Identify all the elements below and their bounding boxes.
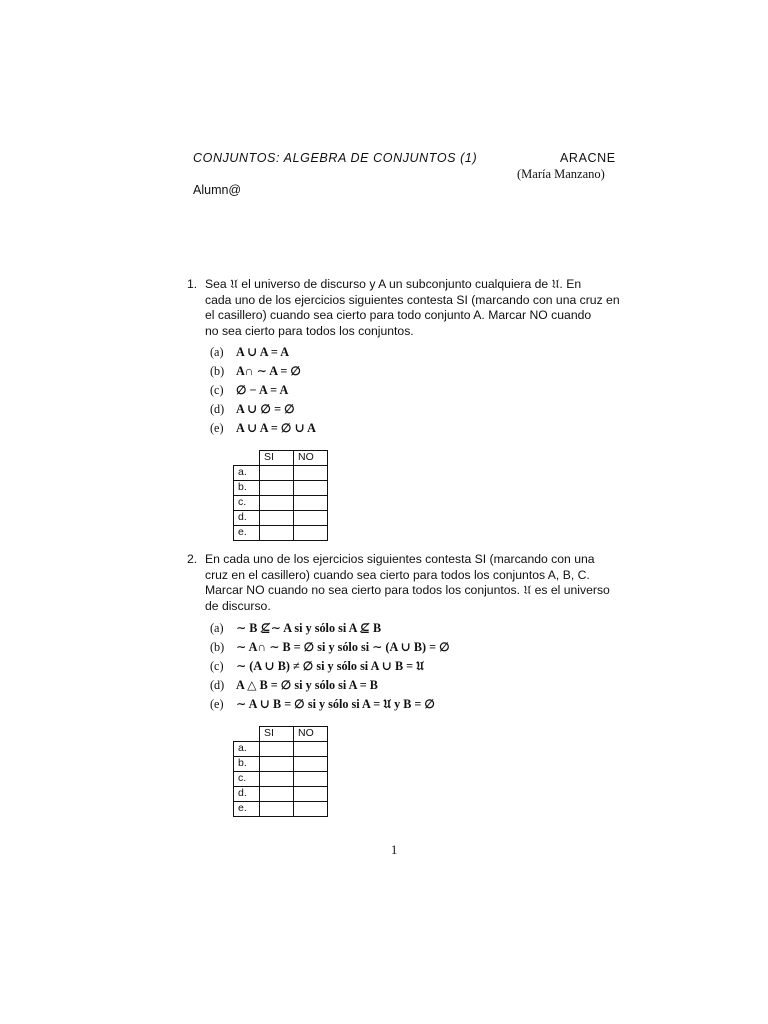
q2-item-a: (a) ∼ B ⊈∼ A si y sólo si A ⊈ B	[210, 621, 382, 635]
q1-line: no sea cierto para todos los conjuntos.	[205, 323, 414, 338]
q1-answer-table	[233, 450, 328, 541]
row-label: c.	[234, 772, 260, 787]
no-checkbox-cell[interactable]	[294, 511, 328, 526]
si-checkbox-cell[interactable]	[260, 466, 294, 481]
author: (María Manzano)	[517, 167, 605, 181]
q2-line: En cada uno de los ejercicios siguientes contesta SI (marcando con una	[205, 552, 595, 566]
row-label: b.	[234, 481, 260, 496]
si-checkbox-cell[interactable]	[260, 742, 294, 757]
q2-line: Marcar NO cuando no sea cierto para todos los conjuntos. 𝔘 es el universo	[205, 583, 610, 597]
si-checkbox-cell[interactable]	[260, 787, 294, 802]
si-checkbox-cell[interactable]	[260, 802, 294, 817]
header-si: SI	[260, 727, 294, 742]
no-checkbox-cell[interactable]	[294, 757, 328, 772]
student-label: Alumn@	[193, 183, 242, 197]
q2-answer-table	[233, 726, 328, 817]
row-label: a.	[234, 466, 260, 481]
row-label: e.	[234, 802, 260, 817]
header-no: NO	[294, 727, 328, 742]
no-checkbox-cell[interactable]	[294, 742, 328, 757]
si-checkbox-cell[interactable]	[260, 496, 294, 511]
q2-item-d: (d) A △ B = ∅ si y sólo si A = B	[210, 678, 378, 692]
q1-line: cada uno de los ejercicios siguientes contesta SI (marcando con una cruz en	[205, 292, 620, 307]
q2-line: cruz en el casillero) cuando sea cierto para todos los conjuntos A, B, C.	[205, 567, 590, 582]
si-checkbox-cell[interactable]	[260, 511, 294, 526]
no-checkbox-cell[interactable]	[294, 526, 328, 541]
si-checkbox-cell[interactable]	[260, 481, 294, 496]
q1-item-b: (b) A∩ ∼ A = ∅	[210, 364, 301, 378]
publisher: ARACNE	[560, 151, 616, 165]
si-checkbox-cell[interactable]	[260, 757, 294, 772]
q2-item-e: (e) ∼ A ∪ B = ∅ si y sólo si A = 𝔘 y B = ∅	[210, 697, 436, 711]
no-checkbox-cell[interactable]	[294, 496, 328, 511]
table-row	[234, 772, 328, 787]
table-header-row	[234, 451, 328, 466]
table-header-row	[234, 727, 328, 742]
row-label: b.	[234, 757, 260, 772]
q2-item-b: (b) ∼ A∩ ∼ B = ∅ si y sólo si ∼ (A ∪ B) = ∅	[210, 640, 450, 654]
q1-item-d: (d) A ∪ ∅ = ∅	[210, 402, 295, 416]
question-1-text	[205, 277, 635, 339]
table-row	[234, 787, 328, 802]
row-label: d.	[234, 511, 260, 526]
q1-line: Sea 𝔘 el universo de discurso y A un subconjunto cualquiera de 𝔘. En	[205, 277, 582, 291]
row-label: d.	[234, 787, 260, 802]
row-label: e.	[234, 526, 260, 541]
q1-line: el casillero) cuando sea cierto para todo conjunto A. Marcar NO cuando	[205, 308, 592, 322]
header-empty-cell	[234, 727, 260, 742]
si-checkbox-cell[interactable]	[260, 772, 294, 787]
header-no: NO	[294, 451, 328, 466]
table-row	[234, 466, 328, 481]
q1-item-c: (c) ∅ − A = A	[210, 383, 289, 397]
table-row	[234, 496, 328, 511]
question-2-text	[205, 552, 635, 614]
question-1-number: 1.	[187, 277, 198, 291]
question-2-number: 2.	[187, 552, 198, 566]
no-checkbox-cell[interactable]	[294, 787, 328, 802]
page-number: 1	[391, 843, 398, 857]
table-row	[234, 511, 328, 526]
row-label: a.	[234, 742, 260, 757]
header-si: SI	[260, 451, 294, 466]
document-title: CONJUNTOS: ALGEBRA DE CONJUNTOS (1)	[193, 151, 478, 165]
no-checkbox-cell[interactable]	[294, 481, 328, 496]
si-checkbox-cell[interactable]	[260, 526, 294, 541]
table-row	[234, 742, 328, 757]
table-row	[234, 526, 328, 541]
table-row	[234, 802, 328, 817]
q2-item-c: (c) ∼ (A ∪ B) ≠ ∅ si y sólo si A ∪ B = 𝔘	[210, 659, 425, 673]
no-checkbox-cell[interactable]	[294, 772, 328, 787]
q1-item-e: (e) A ∪ A = ∅ ∪ A	[210, 421, 316, 435]
q2-line: de discurso.	[205, 598, 271, 613]
row-label: c.	[234, 496, 260, 511]
header-empty-cell	[234, 451, 260, 466]
table-row	[234, 757, 328, 772]
no-checkbox-cell[interactable]	[294, 466, 328, 481]
no-checkbox-cell[interactable]	[294, 802, 328, 817]
table-row	[234, 481, 328, 496]
q1-item-a: (a) A ∪ A = A	[210, 345, 290, 359]
